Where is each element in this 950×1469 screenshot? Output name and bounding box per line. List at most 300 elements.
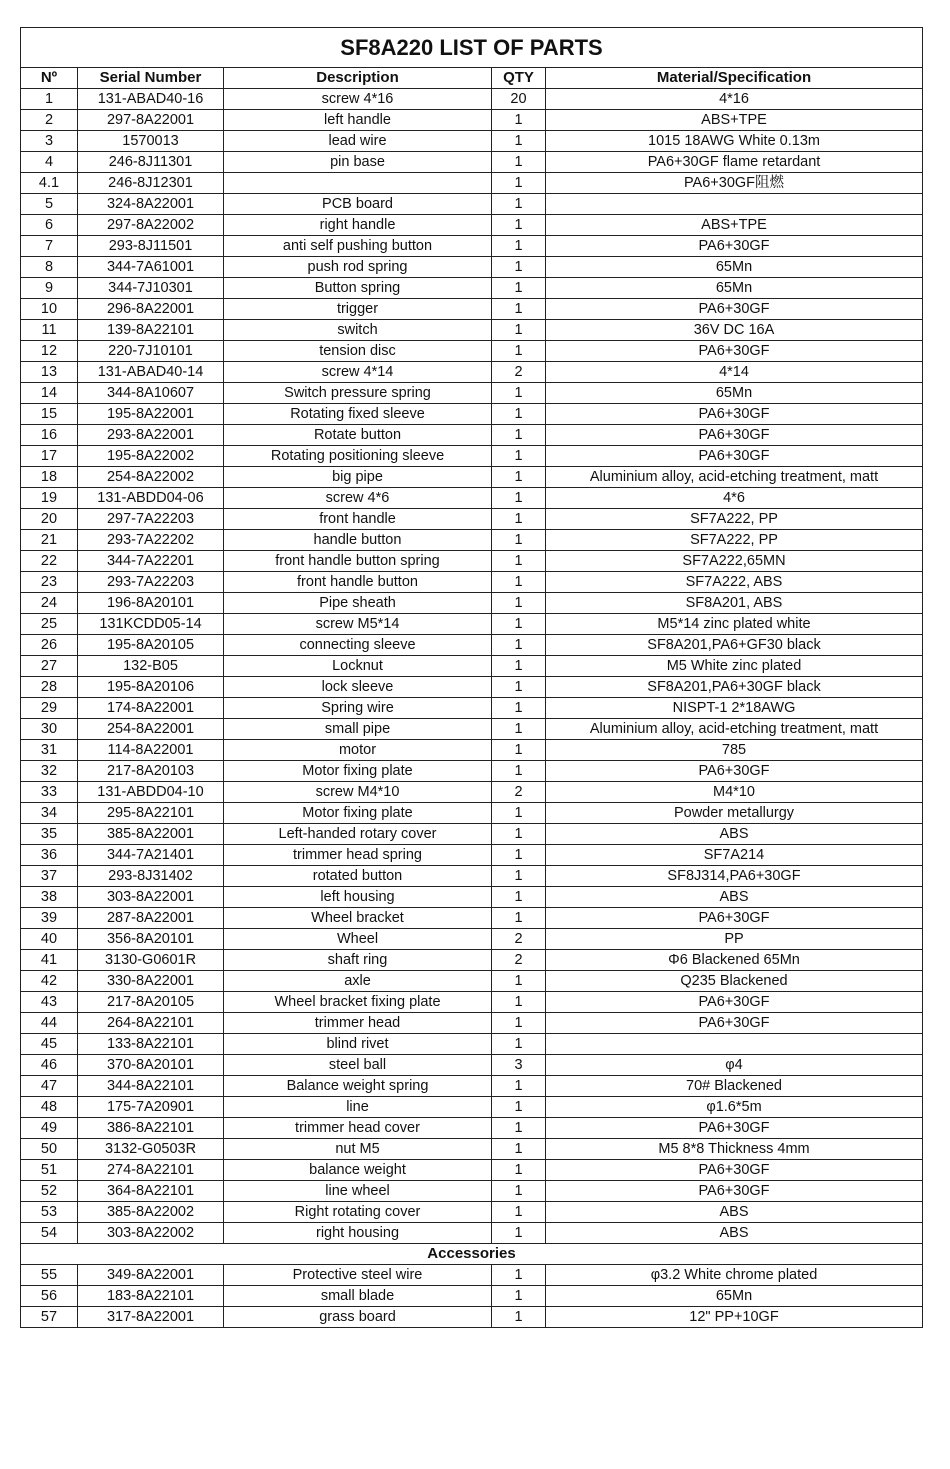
serial-number: 174-8A22001	[78, 698, 224, 719]
material: ABS+TPE	[546, 215, 923, 236]
qty: 1	[492, 488, 546, 509]
row-number: 51	[21, 1160, 78, 1181]
row-number: 36	[21, 845, 78, 866]
material: SF7A222, PP	[546, 509, 923, 530]
header-number: Nº	[21, 68, 78, 89]
parts-body	[21, 89, 923, 1244]
qty: 1	[492, 1034, 546, 1055]
row-number: 14	[21, 383, 78, 404]
table-row	[21, 782, 923, 803]
serial-number: 131-ABAD40-14	[78, 362, 224, 383]
material: ABS	[546, 887, 923, 908]
material: Aluminium alloy, acid-etching treatment, matt	[546, 719, 923, 740]
description: handle button	[224, 530, 492, 551]
qty: 1	[492, 1202, 546, 1223]
description: switch	[224, 320, 492, 341]
description: lock sleeve	[224, 677, 492, 698]
serial-number: 132-B05	[78, 656, 224, 677]
header-row	[21, 68, 923, 89]
table-row	[21, 677, 923, 698]
parts-table	[20, 27, 923, 1328]
description: Locknut	[224, 656, 492, 677]
table-row	[21, 887, 923, 908]
qty: 1	[492, 404, 546, 425]
serial-number: 131-ABDD04-06	[78, 488, 224, 509]
table-row	[21, 257, 923, 278]
description: left housing	[224, 887, 492, 908]
description: grass board	[224, 1307, 492, 1328]
description: screw 4*16	[224, 89, 492, 110]
serial-number: 220-7J10101	[78, 341, 224, 362]
table-row	[21, 215, 923, 236]
table-row	[21, 992, 923, 1013]
row-number: 46	[21, 1055, 78, 1076]
serial-number: 114-8A22001	[78, 740, 224, 761]
qty: 1	[492, 278, 546, 299]
row-number: 4	[21, 152, 78, 173]
serial-number: 293-8J31402	[78, 866, 224, 887]
material: ABS	[546, 824, 923, 845]
qty: 1	[492, 971, 546, 992]
qty: 1	[492, 1139, 546, 1160]
material: PA6+30GF	[546, 1181, 923, 1202]
material: PA6+30GF阻燃	[546, 173, 923, 194]
table-row	[21, 572, 923, 593]
qty: 1	[492, 656, 546, 677]
material: φ4	[546, 1055, 923, 1076]
description: nut M5	[224, 1139, 492, 1160]
qty: 1	[492, 509, 546, 530]
serial-number: 344-7A21401	[78, 845, 224, 866]
qty: 1	[492, 215, 546, 236]
qty: 1	[492, 593, 546, 614]
row-number: 55	[21, 1265, 78, 1286]
table-row	[21, 698, 923, 719]
material: φ1.6*5m	[546, 1097, 923, 1118]
row-number: 48	[21, 1097, 78, 1118]
table-row	[21, 1181, 923, 1202]
material: 65Mn	[546, 383, 923, 404]
serial-number: 386-8A22101	[78, 1118, 224, 1139]
description: trimmer head	[224, 1013, 492, 1034]
table-row	[21, 131, 923, 152]
serial-number: 246-8J12301	[78, 173, 224, 194]
row-number: 41	[21, 950, 78, 971]
row-number: 17	[21, 446, 78, 467]
serial-number: 293-7A22202	[78, 530, 224, 551]
description: pin base	[224, 152, 492, 173]
qty: 1	[492, 740, 546, 761]
material: φ3.2 White chrome plated	[546, 1265, 923, 1286]
description: small blade	[224, 1286, 492, 1307]
qty: 1	[492, 908, 546, 929]
serial-number: 139-8A22101	[78, 320, 224, 341]
row-number: 8	[21, 257, 78, 278]
serial-number: 196-8A20101	[78, 593, 224, 614]
material: PA6+30GF flame retardant	[546, 152, 923, 173]
serial-number: 330-8A22001	[78, 971, 224, 992]
serial-number: 287-8A22001	[78, 908, 224, 929]
material: 70# Blackened	[546, 1076, 923, 1097]
table-row	[21, 1076, 923, 1097]
qty: 2	[492, 362, 546, 383]
row-number: 25	[21, 614, 78, 635]
qty: 1	[492, 803, 546, 824]
qty: 1	[492, 236, 546, 257]
qty: 1	[492, 110, 546, 131]
qty: 1	[492, 467, 546, 488]
row-number: 23	[21, 572, 78, 593]
material: 65Mn	[546, 278, 923, 299]
material: SF7A214	[546, 845, 923, 866]
description: rotated button	[224, 866, 492, 887]
row-number: 40	[21, 929, 78, 950]
qty: 1	[492, 1076, 546, 1097]
qty: 1	[492, 1118, 546, 1139]
material: 4*14	[546, 362, 923, 383]
row-number: 35	[21, 824, 78, 845]
description: steel ball	[224, 1055, 492, 1076]
material: PA6+30GF	[546, 299, 923, 320]
serial-number: 264-8A22101	[78, 1013, 224, 1034]
serial-number: 296-8A22001	[78, 299, 224, 320]
table-row	[21, 404, 923, 425]
material: PP	[546, 929, 923, 950]
qty: 1	[492, 572, 546, 593]
row-number: 1	[21, 89, 78, 110]
description: left handle	[224, 110, 492, 131]
qty: 1	[492, 1160, 546, 1181]
row-number: 37	[21, 866, 78, 887]
material: PA6+30GF	[546, 992, 923, 1013]
serial-number: 254-8A22002	[78, 467, 224, 488]
table-row	[21, 1160, 923, 1181]
serial-number: 324-8A22001	[78, 194, 224, 215]
table-row	[21, 278, 923, 299]
row-number: 52	[21, 1181, 78, 1202]
table-row	[21, 425, 923, 446]
description: blind rivet	[224, 1034, 492, 1055]
qty: 2	[492, 929, 546, 950]
table-row	[21, 614, 923, 635]
description: push rod spring	[224, 257, 492, 278]
row-number: 7	[21, 236, 78, 257]
row-number: 12	[21, 341, 78, 362]
table-row	[21, 866, 923, 887]
qty: 2	[492, 950, 546, 971]
material: PA6+30GF	[546, 404, 923, 425]
table-row	[21, 320, 923, 341]
material: Q235 Blackened	[546, 971, 923, 992]
table-row	[21, 551, 923, 572]
serial-number: 349-8A22001	[78, 1265, 224, 1286]
material: M4*10	[546, 782, 923, 803]
description: line	[224, 1097, 492, 1118]
row-number: 38	[21, 887, 78, 908]
serial-number: 364-8A22101	[78, 1181, 224, 1202]
table-row	[21, 656, 923, 677]
qty: 3	[492, 1055, 546, 1076]
row-number: 57	[21, 1307, 78, 1328]
description: axle	[224, 971, 492, 992]
row-number: 29	[21, 698, 78, 719]
table-row	[21, 1286, 923, 1307]
material: NISPT-1 2*18AWG	[546, 698, 923, 719]
row-number: 5	[21, 194, 78, 215]
row-number: 22	[21, 551, 78, 572]
table-row	[21, 845, 923, 866]
description: Rotate button	[224, 425, 492, 446]
description: Right rotating cover	[224, 1202, 492, 1223]
material: 65Mn	[546, 257, 923, 278]
material: SF8A201,PA6+GF30 black	[546, 635, 923, 656]
qty: 1	[492, 383, 546, 404]
serial-number: 246-8J11301	[78, 152, 224, 173]
table-row	[21, 509, 923, 530]
row-number: 18	[21, 467, 78, 488]
table-row	[21, 908, 923, 929]
description: Motor fixing plate	[224, 803, 492, 824]
qty: 1	[492, 1223, 546, 1244]
description: Button spring	[224, 278, 492, 299]
description: balance weight	[224, 1160, 492, 1181]
row-number: 6	[21, 215, 78, 236]
table-row	[21, 824, 923, 845]
description: shaft ring	[224, 950, 492, 971]
serial-number: 297-7A22203	[78, 509, 224, 530]
serial-number: 195-8A20106	[78, 677, 224, 698]
description: Pipe sheath	[224, 593, 492, 614]
row-number: 2	[21, 110, 78, 131]
qty: 2	[492, 782, 546, 803]
table-row	[21, 89, 923, 110]
serial-number: 217-8A20103	[78, 761, 224, 782]
serial-number: 297-8A22002	[78, 215, 224, 236]
table-row	[21, 488, 923, 509]
serial-number: 303-8A22001	[78, 887, 224, 908]
row-number: 49	[21, 1118, 78, 1139]
material: 36V DC 16A	[546, 320, 923, 341]
serial-number: 1570013	[78, 131, 224, 152]
description: motor	[224, 740, 492, 761]
row-number: 43	[21, 992, 78, 1013]
row-number: 39	[21, 908, 78, 929]
serial-number: 356-8A20101	[78, 929, 224, 950]
serial-number: 385-8A22002	[78, 1202, 224, 1223]
table-row	[21, 761, 923, 782]
material: SF8J314,PA6+30GF	[546, 866, 923, 887]
description: screw M4*10	[224, 782, 492, 803]
description: connecting sleeve	[224, 635, 492, 656]
table-row	[21, 1013, 923, 1034]
qty: 1	[492, 845, 546, 866]
table-row	[21, 194, 923, 215]
table-row	[21, 1034, 923, 1055]
qty: 1	[492, 530, 546, 551]
table-row	[21, 740, 923, 761]
row-number: 31	[21, 740, 78, 761]
row-number: 50	[21, 1139, 78, 1160]
qty: 1	[492, 1013, 546, 1034]
description	[224, 173, 492, 194]
serial-number: 317-8A22001	[78, 1307, 224, 1328]
row-number: 15	[21, 404, 78, 425]
header-material: Material/Specification	[546, 68, 923, 89]
row-number: 19	[21, 488, 78, 509]
description: screw M5*14	[224, 614, 492, 635]
accessories-label: Accessories	[21, 1244, 923, 1265]
qty: 1	[492, 299, 546, 320]
table-row	[21, 1118, 923, 1139]
qty: 1	[492, 1181, 546, 1202]
table-row	[21, 1265, 923, 1286]
row-number: 54	[21, 1223, 78, 1244]
title-row	[21, 28, 923, 68]
row-number: 21	[21, 530, 78, 551]
material: PA6+30GF	[546, 908, 923, 929]
material: Powder metallurgy	[546, 803, 923, 824]
serial-number: 3130-G0601R	[78, 950, 224, 971]
description: screw 4*14	[224, 362, 492, 383]
header-qty: QTY	[492, 68, 546, 89]
serial-number: 131KCDD05-14	[78, 614, 224, 635]
material: SF7A222, ABS	[546, 572, 923, 593]
material: ABS+TPE	[546, 110, 923, 131]
material: PA6+30GF	[546, 1160, 923, 1181]
material: 12" PP+10GF	[546, 1307, 923, 1328]
row-number: 30	[21, 719, 78, 740]
serial-number: 3132-G0503R	[78, 1139, 224, 1160]
description: Spring wire	[224, 698, 492, 719]
serial-number: 131-ABAD40-16	[78, 89, 224, 110]
serial-number: 293-7A22203	[78, 572, 224, 593]
material: PA6+30GF	[546, 236, 923, 257]
material: Φ6 Blackened 65Mn	[546, 950, 923, 971]
description: right housing	[224, 1223, 492, 1244]
qty: 1	[492, 866, 546, 887]
description: tension disc	[224, 341, 492, 362]
row-number: 10	[21, 299, 78, 320]
row-number: 20	[21, 509, 78, 530]
qty: 1	[492, 341, 546, 362]
serial-number: 385-8A22001	[78, 824, 224, 845]
table-row	[21, 173, 923, 194]
serial-number: 274-8A22101	[78, 1160, 224, 1181]
description: trimmer head cover	[224, 1118, 492, 1139]
material: PA6+30GF	[546, 1013, 923, 1034]
qty: 1	[492, 551, 546, 572]
serial-number: 195-8A22002	[78, 446, 224, 467]
table-row	[21, 719, 923, 740]
qty: 1	[492, 614, 546, 635]
serial-number: 254-8A22001	[78, 719, 224, 740]
qty: 1	[492, 257, 546, 278]
description: Rotating positioning sleeve	[224, 446, 492, 467]
qty: 1	[492, 887, 546, 908]
material: 785	[546, 740, 923, 761]
row-number: 24	[21, 593, 78, 614]
qty: 1	[492, 992, 546, 1013]
header-description: Description	[224, 68, 492, 89]
qty: 1	[492, 320, 546, 341]
material: PA6+30GF	[546, 341, 923, 362]
accessory-body	[21, 1265, 923, 1328]
material: M5 White zinc plated	[546, 656, 923, 677]
document-title: SF8A220 LIST OF PARTS	[21, 28, 923, 68]
qty: 1	[492, 1265, 546, 1286]
table-row	[21, 635, 923, 656]
row-number: 32	[21, 761, 78, 782]
serial-number: 303-8A22002	[78, 1223, 224, 1244]
table-row	[21, 929, 923, 950]
table-row	[21, 236, 923, 257]
qty: 1	[492, 677, 546, 698]
table-row	[21, 110, 923, 131]
row-number: 4.1	[21, 173, 78, 194]
description: Wheel bracket fixing plate	[224, 992, 492, 1013]
qty: 1	[492, 173, 546, 194]
section-row	[21, 1244, 923, 1265]
table-row	[21, 803, 923, 824]
table-row	[21, 971, 923, 992]
row-number: 26	[21, 635, 78, 656]
description: Wheel bracket	[224, 908, 492, 929]
description: Balance weight spring	[224, 1076, 492, 1097]
qty: 1	[492, 131, 546, 152]
table-row	[21, 1097, 923, 1118]
table-row	[21, 341, 923, 362]
serial-number: 293-8A22001	[78, 425, 224, 446]
material: 1015 18AWG White 0.13m	[546, 131, 923, 152]
row-number: 9	[21, 278, 78, 299]
material: SF8A201,PA6+30GF black	[546, 677, 923, 698]
serial-number: 344-7A61001	[78, 257, 224, 278]
row-number: 44	[21, 1013, 78, 1034]
description: trimmer head spring	[224, 845, 492, 866]
row-number: 53	[21, 1202, 78, 1223]
table-row	[21, 593, 923, 614]
description: Protective steel wire	[224, 1265, 492, 1286]
table-row	[21, 1139, 923, 1160]
table-row	[21, 152, 923, 173]
description: Switch pressure spring	[224, 383, 492, 404]
header-serial-number: Serial Number	[78, 68, 224, 89]
qty: 1	[492, 1307, 546, 1328]
description: right handle	[224, 215, 492, 236]
description: Rotating fixed sleeve	[224, 404, 492, 425]
material: SF7A222,65MN	[546, 551, 923, 572]
row-number: 13	[21, 362, 78, 383]
qty: 1	[492, 194, 546, 215]
table-row	[21, 1307, 923, 1328]
description: Wheel	[224, 929, 492, 950]
description: front handle	[224, 509, 492, 530]
serial-number: 131-ABDD04-10	[78, 782, 224, 803]
serial-number: 297-8A22001	[78, 110, 224, 131]
qty: 20	[492, 89, 546, 110]
description: small pipe	[224, 719, 492, 740]
material: 65Mn	[546, 1286, 923, 1307]
material: M5*14 zinc plated white	[546, 614, 923, 635]
accessories-section	[21, 1244, 923, 1265]
material: ABS	[546, 1202, 923, 1223]
table-row	[21, 467, 923, 488]
description: line wheel	[224, 1181, 492, 1202]
description: trigger	[224, 299, 492, 320]
serial-number: 195-8A20105	[78, 635, 224, 656]
row-number: 11	[21, 320, 78, 341]
table-row	[21, 383, 923, 404]
